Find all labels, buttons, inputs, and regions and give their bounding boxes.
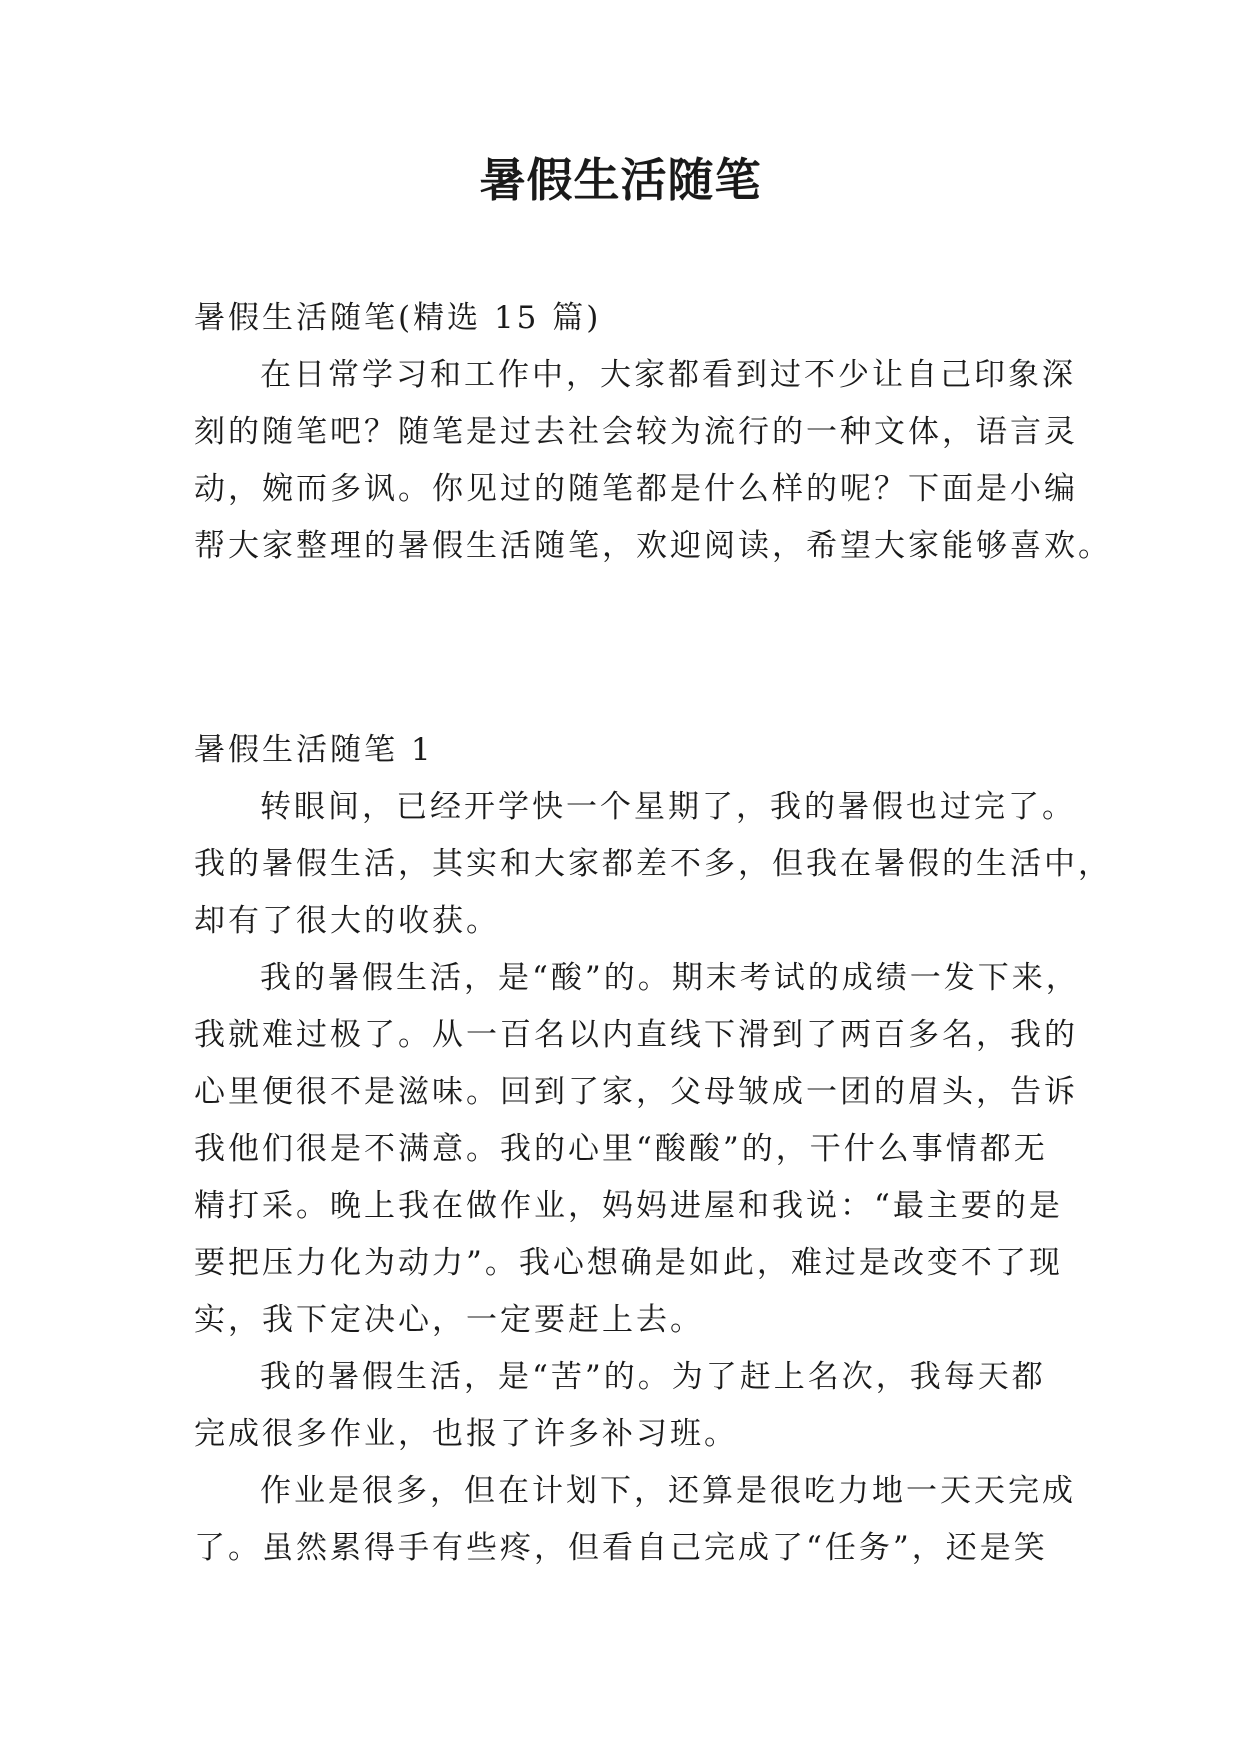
paragraph-line: 我就难过极了。从一百名以内直线下滑到了两百多名，我的 [194, 1017, 1078, 1053]
paragraph-line: 我的暑假生活，是“苦”的。为了赶上名次，我每天都 [260, 1359, 1046, 1395]
paragraph-line: 心里便很不是滋味。回到了家，父母皱成一团的眉头，告诉 [194, 1074, 1078, 1110]
paragraph-line: 我的暑假生活，是“酸”的。期末考试的成绩一发下来， [260, 960, 1080, 996]
intro-line: 动，婉而多讽。你见过的随笔都是什么样的呢？下面是小编 [194, 471, 1078, 507]
paragraph-line: 我的暑假生活，其实和大家都差不多，但我在暑假的生活中， [194, 846, 1112, 882]
paragraph-line: 精打采。晚上我在做作业，妈妈进屋和我说：“最主要的是 [194, 1188, 1063, 1224]
section-heading: 暑假生活随笔 1 [194, 732, 434, 768]
paragraph-line: 我他们很是不满意。我的心里“酸酸”的，干什么事情都无 [194, 1131, 1048, 1167]
paragraph-line: 实，我下定决心，一定要赶上去。 [194, 1302, 704, 1338]
section-spacer [194, 575, 1074, 722]
paragraph-line: 作业是很多，但在计划下，还算是很吃力地一天天完成 [260, 1473, 1076, 1509]
subtitle-line: 暑假生活随笔(精选 15 篇) [194, 300, 602, 336]
intro-line: 在日常学习和工作中，大家都看到过不少让自己印象深 [260, 357, 1076, 393]
paragraph-line: 要把压力化为动力”。我心想确是如此，难过是改变不了现 [194, 1245, 1063, 1281]
paragraph-line: 却有了很大的收获。 [194, 903, 500, 939]
document-title: 暑假生活随笔 [479, 153, 762, 207]
document-body [194, 290, 1112, 1577]
intro-line: 刻的随笔吧？随笔是过去社会较为流行的一种文体，语言灵 [194, 414, 1078, 450]
paragraph-line: 了。虽然累得手有些疼，但看自己完成了“任务”，还是笑 [194, 1530, 1048, 1566]
paragraph-line: 转眼间，已经开学快一个星期了，我的暑假也过完了。 [260, 789, 1076, 825]
paragraph-line: 完成很多作业，也报了许多补习班。 [194, 1416, 738, 1452]
intro-line: 帮大家整理的暑假生活随笔，欢迎阅读，希望大家能够喜欢。 [194, 528, 1112, 564]
